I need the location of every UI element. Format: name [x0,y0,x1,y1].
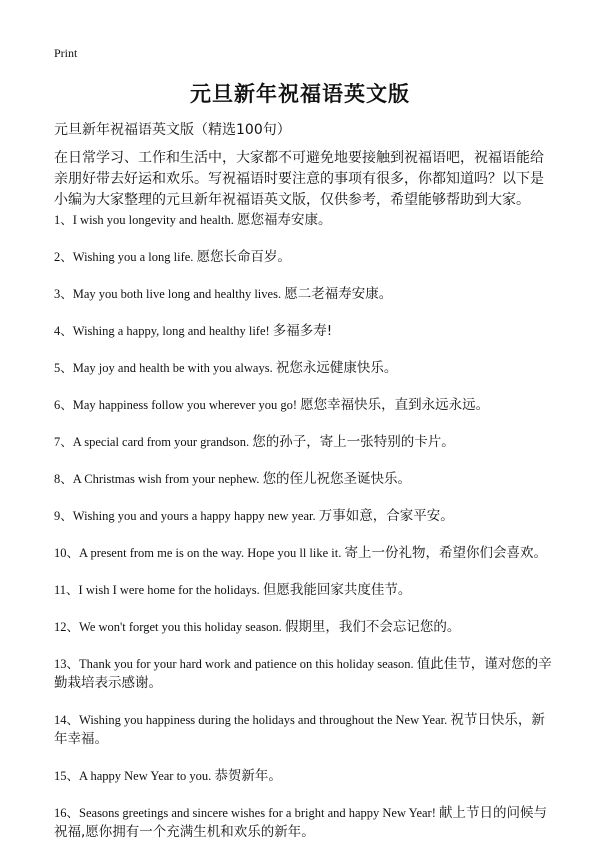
list-item [54,211,554,230]
intro-paragraph: 在日常学习、工作和生活中，大家都不可避免地要接触到祝福语吧，祝福语能给亲朋好带去好运和欢乐。写祝福语时要注意的事项有很多，你都知道吗？以下是小编为大家整理的元旦新年祝福语英文版，仅供参考，希望能够帮助到大家。 [54,150,544,208]
list-item [54,767,554,786]
item-number: 6、 [54,398,73,412]
item-number: 7、 [54,435,73,449]
item-number: 9、 [54,509,73,523]
list-item [54,470,554,489]
item-chinese: 愿您福寿安康。 [236,212,332,228]
list-item [54,544,554,563]
item-english: Wishing you a long life. [72,250,194,264]
item-english: A special card from your grandson. [72,435,250,449]
item-chinese: 愿您长命百岁。 [196,249,292,265]
item-chinese: 值此佳节，谨对您的辛勤栽培表示感谢。 [54,656,552,691]
item-number: 15、 [54,769,80,783]
item-number: 16、 [54,806,80,820]
item-number: 4、 [54,324,73,338]
list-item [54,804,554,842]
item-chinese: 但愿我能回家共度佳节。 [262,582,412,598]
list-item [54,655,554,693]
item-chinese: 愿您幸福快乐，直到永远永远。 [300,397,490,413]
item-english: A Christmas wish from your nephew. [72,472,260,486]
item-english: A happy New Year to you. [79,769,212,783]
item-english: I wish I were home for the holidays. [78,583,260,597]
list-item [54,396,554,415]
item-number: 5、 [54,361,73,375]
item-chinese: 假期里，我们不会忘记您的。 [284,619,461,635]
list-item [54,581,554,600]
list-item [54,248,554,267]
list-item [54,285,554,304]
item-english: Seasons greetings and sincere wishes for a bright and happy New Year! [79,806,436,820]
item-number: 11、 [54,583,79,597]
greeting-list [54,211,554,860]
list-item [54,618,554,637]
item-chinese: 献上节日的问候与祝福,愿你拥有一个充满生机和欢乐的新年。 [54,805,547,840]
item-chinese: 您的侄儿祝您圣诞快乐。 [262,471,412,487]
item-chinese: 寄上一份礼物，希望你们会喜欢。 [344,545,547,561]
list-item [54,359,554,378]
item-number: 8、 [54,472,73,486]
item-english: May you both live long and healthy lives. [72,287,282,301]
item-chinese: 愿二老福寿安康。 [284,286,393,302]
list-item [54,711,554,749]
item-english: Wishing a happy, long and healthy life! [72,324,270,338]
item-chinese: 万事如意，合家平安。 [318,508,454,524]
item-chinese: 您的孙子，寄上一张特别的卡片。 [252,434,455,450]
item-chinese: 多福多寿! [272,323,333,339]
item-english: I wish you longevity and health. [72,213,234,227]
item-english: May happiness follow you wherever you go! [72,398,298,412]
item-chinese: 恭贺新年。 [214,768,282,784]
item-number: 3、 [54,287,73,301]
item-english: Wishing you happiness during the holidays and throughout the New Year. [79,713,448,727]
page-title: 元旦新年祝福语英文版 [190,82,410,106]
item-english: May joy and health be with you always. [72,361,273,375]
item-number: 1、 [54,213,73,227]
item-number: 2、 [54,250,73,264]
list-item [54,322,554,341]
item-number: 14、 [54,713,80,727]
item-number: 12、 [54,620,80,634]
print-link[interactable]: Print [54,46,78,60]
item-english: A present from me is on the way. Hope you ll like it. [79,546,342,560]
list-item [54,433,554,452]
item-english: We won't forget you this holiday season. [79,620,282,634]
article-subtitle: 元旦新年祝福语英文版（精选100句） [54,122,291,138]
list-item [54,507,554,526]
item-number: 10、 [54,546,80,560]
item-chinese: 祝节日快乐，新年幸福。 [54,712,545,747]
item-english: Thank you for your hard work and patience on this holiday season. [79,657,414,671]
item-number: 13、 [54,657,80,671]
item-chinese: 祝您永远健康快乐。 [275,360,398,376]
item-english: Wishing you and yours a happy happy new year. [72,509,316,523]
